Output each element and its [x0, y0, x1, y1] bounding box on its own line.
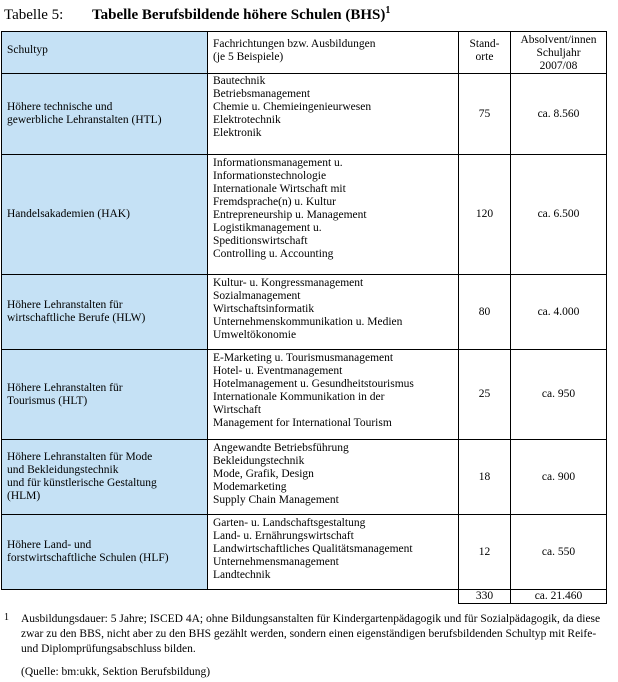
- footnote: [4, 612, 612, 657]
- table-row: [2, 155, 607, 275]
- caption-label: Tabelle 5:: [4, 7, 64, 23]
- cell-schultyp: Höhere Lehranstalten für Tourismus (HLT): [2, 350, 208, 440]
- cell-fachrichtungen: Kultur- u. Kongressmanagement Sozialmanagement Wirtschaftsinformatik Unternehmenskommunikation u. Medien Umweltökonomie: [208, 275, 459, 350]
- cell-schultyp: Höhere Lehranstalten für wirtschaftliche Berufe (HLW): [2, 275, 208, 350]
- cell-fachrichtungen: Garten- u. Landschaftsgestaltung Land- u. Ernährungswirtschaft Landwirtschaftliches Qualitätsmanagement Unternehmensmanagement Landtechnik: [208, 515, 459, 590]
- cell-standorte: 12: [459, 515, 511, 590]
- header-fachrichtungen: [208, 32, 459, 74]
- cell-schultyp: Handelsakademien (HAK): [2, 155, 208, 275]
- cell-fachrichtungen: Bautechnik Betriebsmanagement Chemie u. Chemieingenieurwesen Elektrotechnik Elektronik: [208, 74, 459, 155]
- header-fach-line: (je 5 Beispiele): [213, 51, 284, 63]
- cell-schultyp: Höhere technische und gewerbliche Lehranstalten (HTL): [2, 74, 208, 155]
- cell-schultyp: Höhere Land- und forstwirtschaftliche Schulen (HLF): [2, 515, 208, 590]
- footnote-mark: 1: [4, 612, 9, 623]
- cell-standorte: 80: [459, 275, 511, 350]
- cell-absolvent: ca. 8.560: [511, 74, 607, 155]
- cell-standorte: 18: [459, 440, 511, 515]
- source-note: (Quelle: bm:ukk, Sektion Berufsbildung): [21, 666, 211, 678]
- table-row: [2, 350, 607, 440]
- header-schultyp: Schultyp: [2, 32, 208, 74]
- cell-absolvent: ca. 950: [511, 350, 607, 440]
- cell-absolvent: ca. 4.000: [511, 275, 607, 350]
- cell-schultyp: Höhere Lehranstalten für Mode und Bekleidungstechnik und für künstlerische Gestaltung (HLM): [2, 440, 208, 515]
- caption-title: Tabelle Berufsbildende höhere Schulen (BHS): [92, 7, 386, 23]
- cell-fachrichtungen: Informationsmanagement u. Informationstechnologie Internationale Wirtschaft mit Fremdsprache(n) u. Kultur Entrepreneurship u. Management Logistikmanagement u. Speditionswirtschaft Controlling u. Accounting: [208, 155, 459, 275]
- cell-absolvent: ca. 900: [511, 440, 607, 515]
- header-standorte: Stand- orte: [459, 32, 511, 74]
- total-blank-cell: [208, 590, 459, 604]
- table-row: [2, 74, 607, 155]
- header-fach-line: Fachrichtungen bzw. Ausbildungen: [213, 38, 376, 50]
- footnote-text: Ausbildungsdauer: 5 Jahre; ISCED 4A; ohne Bildungsanstalten für Kindergartenpädagogik und für Sozialpädagogik, da diese zwar zu den BBS, nicht aber zu den BHS gezählt werden, sondern einen eigenständigen berufsbildenden Schultyp mit Reife- und Diplomprüfungsabschluss bilden.: [21, 613, 601, 655]
- cell-standorte: 25: [459, 350, 511, 440]
- cell-absolvent: ca. 550: [511, 515, 607, 590]
- total-absolvent: ca. 21.460: [511, 590, 607, 604]
- table-row: [2, 275, 607, 350]
- header-absolvent: Absolvent/innen Schuljahr 2007/08: [511, 32, 607, 74]
- cell-absolvent: ca. 6.500: [511, 155, 607, 275]
- cell-standorte: 120: [459, 155, 511, 275]
- cell-fachrichtungen: Angewandte Betriebsführung Bekleidungstechnik Mode, Grafik, Design Modemarketing Supply Chain Management: [208, 440, 459, 515]
- caption-footnote-ref: 1: [385, 5, 391, 16]
- cell-standorte: 75: [459, 74, 511, 155]
- table-row: [2, 440, 607, 515]
- table-caption: [4, 0, 390, 22]
- table-row: [2, 515, 607, 590]
- table-total-row: [2, 590, 607, 604]
- bhs-table: [1, 31, 607, 604]
- total-blank-cell: [2, 590, 208, 604]
- total-standorte: 330: [459, 590, 511, 604]
- table-header-row: [2, 32, 607, 74]
- cell-fachrichtungen: E-Marketing u. Tourismusmanagement Hotel- u. Eventmanagement Hotelmanagement u. Gesundheitstourismus Internationale Kommunikation in der Wirtschaft Management for International Tourism: [208, 350, 459, 440]
